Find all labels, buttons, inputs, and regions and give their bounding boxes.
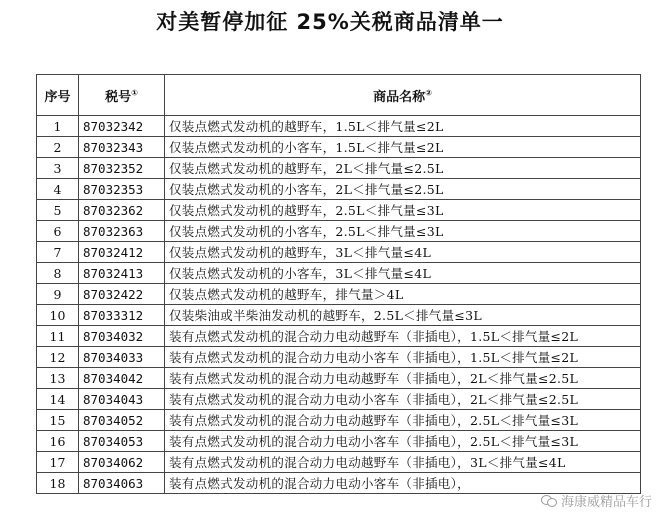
seq-cell: 7 <box>37 242 79 263</box>
table-row <box>37 200 641 221</box>
header-code: 税号① <box>79 75 165 116</box>
name-cell: 装有点燃式发动机的混合动力电动越野车（非插电），1.5L＜排气量≤2L <box>165 326 641 347</box>
table-row <box>37 158 641 179</box>
header-name: 商品名称② <box>165 75 641 116</box>
table-header <box>37 75 641 116</box>
name-cell: 仅装点燃式发动机的越野车，1.5L＜排气量≤2L <box>165 116 641 137</box>
code-cell: 87034052 <box>79 410 165 431</box>
code-cell: 87032413 <box>79 263 165 284</box>
table-row <box>37 410 641 431</box>
name-cell: 仅装点燃式发动机的越野车，2.5L＜排气量≤3L <box>165 200 641 221</box>
table-row <box>37 389 641 410</box>
seq-cell: 4 <box>37 179 79 200</box>
name-cell: 装有点燃式发动机的混合动力电动小客车（非插电）， <box>165 473 641 494</box>
header-seq: 序号 <box>37 75 79 116</box>
code-cell: 87034033 <box>79 347 165 368</box>
seq-cell: 18 <box>37 473 79 494</box>
footnote-mark: ① <box>131 88 138 98</box>
seq-cell: 5 <box>37 200 79 221</box>
name-cell: 装有点燃式发动机的混合动力电动小客车（非插电），2.5L＜排气量≤3L <box>165 431 641 452</box>
table-row <box>37 179 641 200</box>
seq-cell: 14 <box>37 389 79 410</box>
table-row <box>37 326 641 347</box>
tariff-list-table <box>36 74 641 494</box>
seq-cell: 10 <box>37 305 79 326</box>
code-cell: 87034032 <box>79 326 165 347</box>
code-cell: 87034042 <box>79 368 165 389</box>
seq-cell: 3 <box>37 158 79 179</box>
table-row <box>37 242 641 263</box>
name-cell: 装有点燃式发动机的混合动力电动越野车（非插电），3L＜排气量≤4L <box>165 452 641 473</box>
watermark-text: 海康威精品车行 <box>560 495 652 510</box>
table-row <box>37 347 641 368</box>
code-cell: 87032343 <box>79 137 165 158</box>
name-cell: 仅装点燃式发动机的越野车，排气量＞4L <box>165 284 641 305</box>
code-cell: 87034062 <box>79 452 165 473</box>
name-cell: 仅装点燃式发动机的越野车，2L＜排气量≤2.5L <box>165 158 641 179</box>
seq-cell: 8 <box>37 263 79 284</box>
seq-cell: 11 <box>37 326 79 347</box>
seq-cell: 9 <box>37 284 79 305</box>
code-cell: 87032363 <box>79 221 165 242</box>
code-cell: 87034053 <box>79 431 165 452</box>
code-cell: 87032342 <box>79 116 165 137</box>
code-cell: 87032362 <box>79 200 165 221</box>
watermark <box>541 491 652 510</box>
table-body <box>37 116 641 494</box>
name-cell: 装有点燃式发动机的混合动力电动小客车（非插电），2L＜排气量≤2.5L <box>165 389 641 410</box>
name-cell: 仅装点燃式发动机的小客车，2.5L＜排气量≤3L <box>165 221 641 242</box>
seq-cell: 16 <box>37 431 79 452</box>
code-cell: 87034043 <box>79 389 165 410</box>
code-cell: 87032352 <box>79 158 165 179</box>
name-cell: 装有点燃式发动机的混合动力电动小客车（非插电），1.5L＜排气量≤2L <box>165 347 641 368</box>
table-row <box>37 263 641 284</box>
seq-cell: 1 <box>37 116 79 137</box>
name-cell: 装有点燃式发动机的混合动力电动越野车（非插电），2L＜排气量≤2.5L <box>165 368 641 389</box>
header-row <box>37 75 641 116</box>
code-cell: 87032412 <box>79 242 165 263</box>
name-cell: 仅装点燃式发动机的小客车，1.5L＜排气量≤2L <box>165 137 641 158</box>
seq-cell: 13 <box>37 368 79 389</box>
code-cell: 87034063 <box>79 473 165 494</box>
table-row <box>37 452 641 473</box>
table-row <box>37 431 641 452</box>
code-cell: 87033312 <box>79 305 165 326</box>
name-cell: 仅装点燃式发动机的越野车，3L＜排气量≤4L <box>165 242 641 263</box>
name-cell: 仅装柴油或半柴油发动机的越野车，2.5L＜排气量≤3L <box>165 305 641 326</box>
table-row <box>37 284 641 305</box>
table-row <box>37 116 641 137</box>
seq-cell: 15 <box>37 410 79 431</box>
code-cell: 87032353 <box>79 179 165 200</box>
table-row <box>37 221 641 242</box>
wechat-icon <box>541 495 557 507</box>
page-title: 对美暂停加征 25%关税商品清单一 <box>156 10 504 34</box>
table-row <box>37 368 641 389</box>
table-row <box>37 137 641 158</box>
name-cell: 装有点燃式发动机的混合动力电动越野车（非插电），2.5L＜排气量≤3L <box>165 410 641 431</box>
seq-cell: 6 <box>37 221 79 242</box>
name-cell: 仅装点燃式发动机的小客车，2L＜排气量≤2.5L <box>165 179 641 200</box>
code-cell: 87032422 <box>79 284 165 305</box>
name-cell: 仅装点燃式发动机的小客车，3L＜排气量≤4L <box>165 263 641 284</box>
footnote-mark: ② <box>425 88 432 98</box>
table-row <box>37 305 641 326</box>
seq-cell: 17 <box>37 452 79 473</box>
seq-cell: 2 <box>37 137 79 158</box>
seq-cell: 12 <box>37 347 79 368</box>
